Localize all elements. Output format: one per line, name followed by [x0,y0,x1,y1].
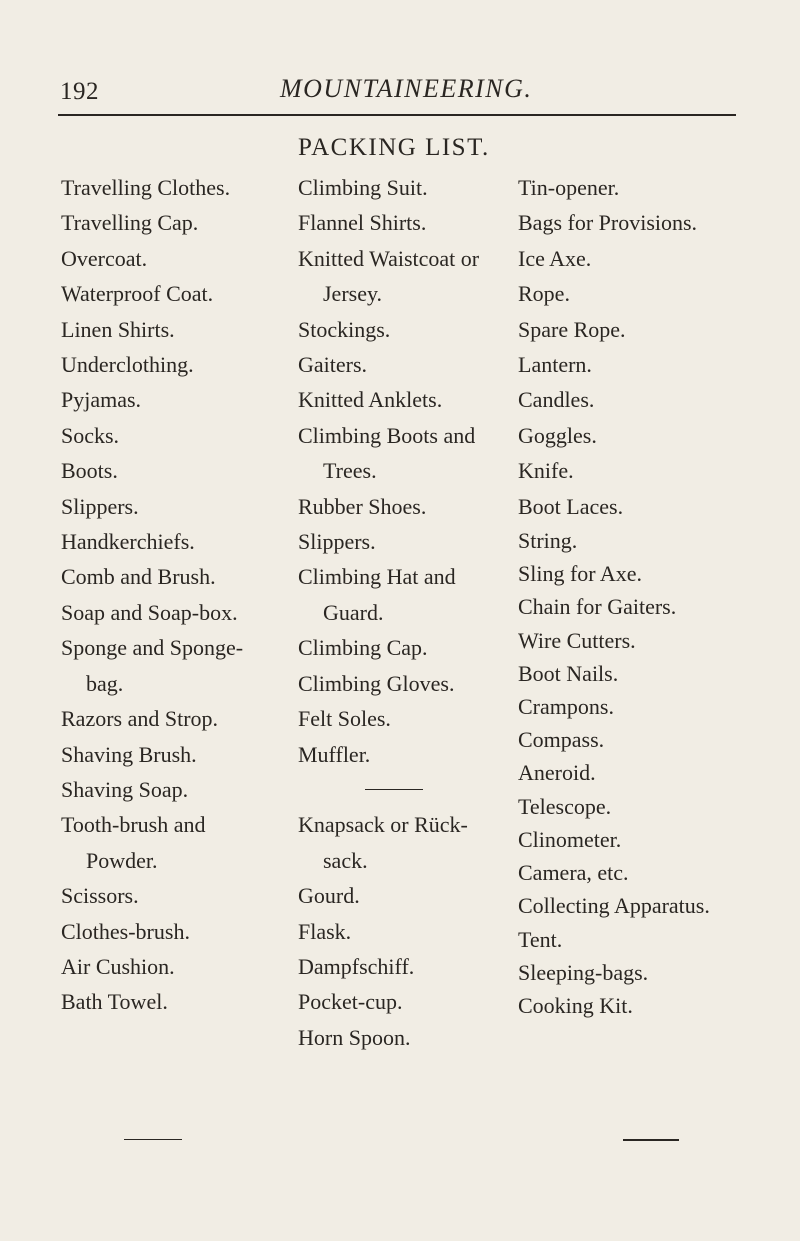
column-climbing-gear [298,170,508,1055]
list-item: Tent. [518,926,563,952]
list-item: Shaving Soap. [61,776,189,802]
packing-list-title: PACKING LIST. [298,134,490,161]
list-item: Comb and Brush. [61,564,216,590]
list-item: Pocket-cup. [298,989,403,1015]
list-item-continuation: Jersey. [323,281,383,307]
list-item: Climbing Gloves. [298,670,455,696]
list-item: Knapsack or Rück- [298,812,468,838]
list-item: Flask. [298,918,352,944]
column-personal-items [61,170,286,1020]
column-1-end-rule [124,1139,182,1140]
list-item: Shaving Brush. [61,741,197,767]
list-item: Socks. [61,422,120,448]
column-3-end-rule [623,1139,679,1141]
list-item: Travelling Clothes. [61,175,231,200]
list-item: Horn Spoon. [298,1024,411,1050]
list-item: Sponge and Sponge- [61,635,244,661]
list-item: Telescope. [518,793,612,819]
list-item: String. [518,528,578,554]
header-rule [58,114,736,116]
list-item: Soap and Soap-box. [61,599,238,625]
list-item: Rubber Shoes. [298,493,427,519]
list-item: Gourd. [298,883,360,909]
list-item: Razors and Strop. [61,706,219,732]
list-item: Wire Cutters. [518,627,636,653]
list-item: Bath Towel. [61,989,168,1015]
list-item: Felt Soles. [298,706,391,732]
list-item: Rope. [518,281,570,307]
list-item: Travelling Cap. [61,210,199,236]
list-item: Collecting Apparatus. [518,893,710,919]
list-item: Goggles. [518,422,597,448]
list-item: Slippers. [298,529,376,555]
list-item: Crampons. [518,694,614,720]
list-item: Cooking Kit. [518,992,633,1018]
section-divider [298,772,508,807]
page-number: 192 [60,78,99,105]
list-item-continuation: Guard. [323,599,384,625]
list-item: Camera, etc. [518,860,629,886]
list-item: Knife. [518,458,574,484]
list-item: Candles. [518,387,595,413]
list-item: Bags for Provisions. [518,210,698,236]
list-item: Overcoat. [61,245,148,271]
list-item: Handkerchiefs. [61,529,195,555]
list-item: Scissors. [61,883,139,909]
list-item: Climbing Boots and [298,422,476,448]
list-item: Clinometer. [518,826,622,852]
list-item: Boot Laces. [518,493,624,519]
list-item: Dampfschiff. [298,953,415,979]
list-item: Spare Rope. [518,316,626,342]
list-item: Underclothing. [61,352,194,378]
list-item: Linen Shirts. [61,316,175,342]
list-item: Boots. [61,458,118,484]
list-item: Boot Nails. [518,660,619,686]
list-item: Stockings. [298,316,391,342]
list-item-continuation: bag. [86,670,124,696]
list-item: Clothes-brush. [61,918,190,944]
list-item-continuation: sack. [323,847,368,873]
list-item: Slippers. [61,493,139,519]
list-item: Climbing Hat and [298,564,456,590]
list-item: Climbing Cap. [298,635,428,661]
list-item: Lantern. [518,352,592,378]
list-item-continuation: Trees. [323,458,377,484]
list-item: Ice Axe. [518,245,592,271]
list-item: Sleeping-bags. [518,959,649,985]
list-item: Air Cushion. [61,953,175,979]
list-item: Climbing Suit. [298,175,428,200]
running-title: MOUNTAINEERING. [280,74,533,103]
list-item: Pyjamas. [61,387,142,413]
list-item: Waterproof Coat. [61,281,214,307]
list-item: Knitted Anklets. [298,387,443,413]
list-item: Muffler. [298,741,371,767]
list-item: Aneroid. [518,760,596,786]
list-item: Tooth-brush and [61,812,206,838]
list-item: Compass. [518,727,605,753]
list-item: Tin-opener. [518,175,620,200]
list-item: Sling for Axe. [518,561,643,587]
column-equipment [518,170,788,1022]
list-item: Knitted Waistcoat or [298,245,480,271]
list-item: Flannel Shirts. [298,210,427,236]
list-item-continuation: Powder. [86,847,158,873]
list-item: Chain for Gaiters. [518,594,677,620]
list-item: Gaiters. [298,352,368,378]
